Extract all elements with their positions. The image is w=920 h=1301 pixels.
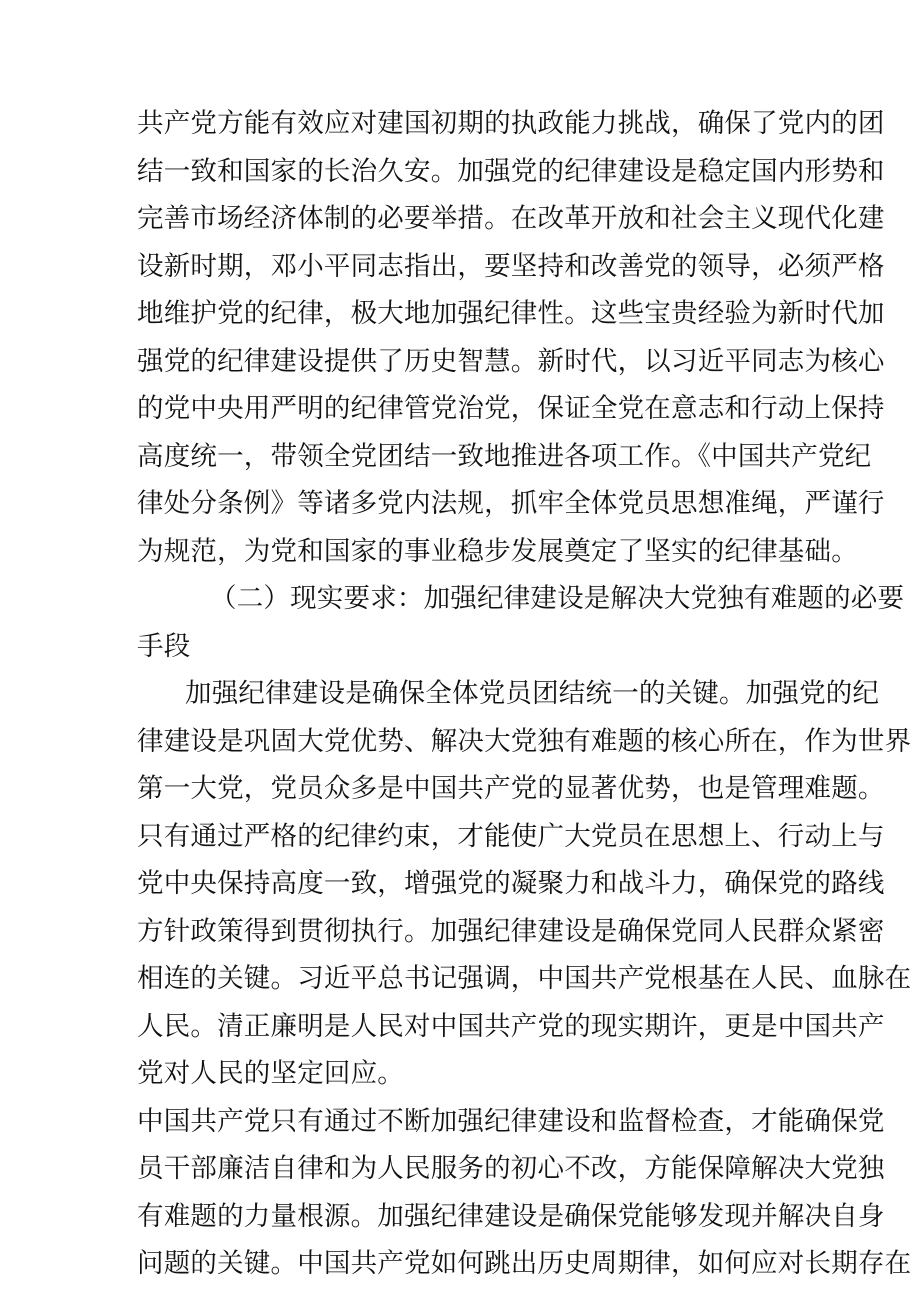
text-line: 中国共产党只有通过不断加强纪律建设和监督检查，才能确保党 — [137, 1106, 885, 1137]
section-heading: （二）现实要求：加强纪律建设是解决大党独有难题的必要 — [210, 583, 905, 614]
text-line: 人民。清正廉明是人民对中国共产党的现实期许，更是中国共产 — [137, 1011, 885, 1042]
paragraph-first-line: 加强纪律建设是确保全体党员团结统一的关键。加强党的纪 — [185, 678, 880, 709]
text-line: 的党中央用严明的纪律管党治党，保证全党在意志和行动上保持 — [137, 393, 885, 424]
text-line: 强党的纪律建设提供了历史智慧。新时代，以习近平同志为核心 — [137, 346, 885, 377]
text-line: 党中央保持高度一致，增强党的凝聚力和战斗力，确保党的路线 — [137, 868, 885, 899]
text-line: 只有通过严格的纪律约束，才能使广大党员在思想上、行动上与 — [137, 821, 885, 852]
text-line: 设新时期，邓小平同志指出，要坚持和改善党的领导，必须严格 — [137, 251, 885, 282]
text-line: 员干部廉洁自律和为人民服务的初心不改，方能保障解决大党独 — [137, 1153, 885, 1184]
text-line: 第一大党，党员众多是中国共产党的显著优势，也是管理难题。 — [137, 773, 885, 804]
section-heading-continuation: 手段 — [137, 631, 191, 662]
text-line: 方针政策得到贯彻执行。加强纪律建设是确保党同人民群众紧密 — [137, 916, 885, 947]
text-line: 党对人民的坚定回应。 — [137, 1058, 404, 1089]
text-line: 结一致和国家的长治久安。加强党的纪律建设是稳定国内形势和 — [137, 156, 885, 187]
text-line: 有难题的力量根源。加强纪律建设是确保党能够发现并解决自身 — [137, 1201, 885, 1232]
text-line: 地维护党的纪律，极大地加强纪律性。这些宝贵经验为新时代加 — [137, 298, 885, 329]
text-line: 共产党方能有效应对建国初期的执政能力挑战，确保了党内的团 — [137, 108, 885, 139]
text-line: 律建设是巩固大党优势、解决大党独有难题的核心所在，作为世界 — [137, 726, 912, 757]
text-line: 完善市场经济体制的必要举措。在改革开放和社会主义现代化建 — [137, 203, 885, 234]
text-line: 高度统一，带领全党团结一致地推进各项工作。《中国共产党纪 — [137, 441, 872, 472]
text-line: 律处分条例》等诸多党内法规，抓牢全体党员思想准绳，严谨行 — [137, 488, 885, 519]
text-line: 问题的关键。中国共产党如何跳出历史周期律，如何应对长期存在 — [137, 1248, 912, 1279]
text-line: 相连的关键。习近平总书记强调，中国共产党根基在人民、血脉在 — [137, 963, 912, 994]
text-line: 为规范，为党和国家的事业稳步发展奠定了坚实的纪律基础。 — [137, 536, 858, 567]
